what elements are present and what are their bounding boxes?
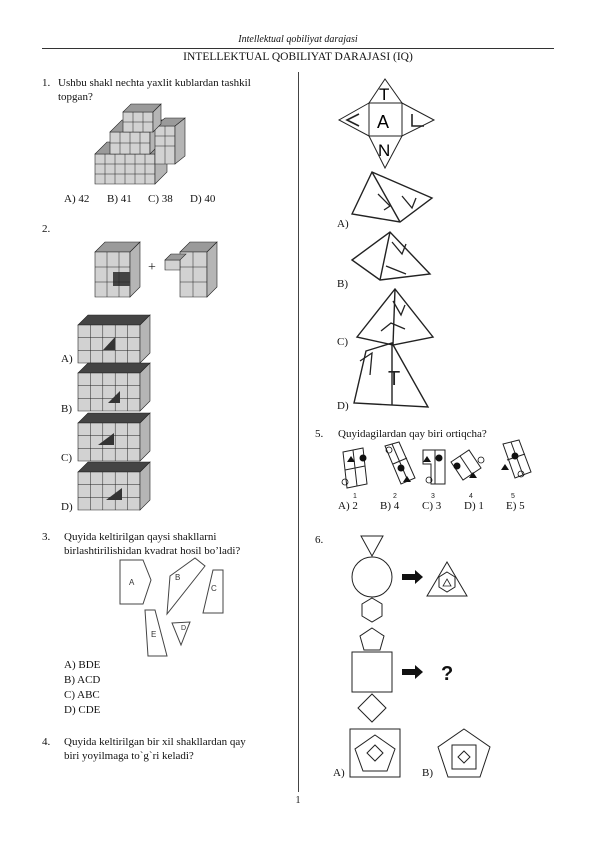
q3-option-a[interactable]: A) BDE xyxy=(64,659,101,671)
q3-shape-label-c: C xyxy=(211,584,217,593)
q4-option-a[interactable]: A) xyxy=(337,218,349,230)
q4-net-letter-n: N xyxy=(378,141,391,160)
q5-option-b[interactable]: B) 4 xyxy=(380,500,400,512)
q3-number: 3. xyxy=(42,531,51,543)
q3-option-c[interactable]: C) ABC xyxy=(64,689,100,701)
q6-option-b-figure xyxy=(436,727,496,779)
q3-option-b[interactable]: B) ACD xyxy=(64,674,101,686)
page-number: 1 xyxy=(295,795,301,806)
q4-option-d[interactable]: D) xyxy=(337,400,349,412)
q4-text-line2: biri yoyilmaga to`g`ri keladi? xyxy=(64,750,194,762)
q1-text-line2: topgan? xyxy=(58,91,93,103)
q5-figure-number-1: 1 xyxy=(353,493,357,500)
q5-text: Quyidagilardan qay biri ortiqcha? xyxy=(338,428,487,440)
q5-option-e[interactable]: E) 5 xyxy=(506,500,525,512)
q5-option-a[interactable]: A) 2 xyxy=(338,500,358,512)
q2-piece-right xyxy=(165,242,220,298)
q4-option-d-figure xyxy=(352,343,432,408)
q2-option-d-figure xyxy=(78,462,153,512)
q4-option-c-figure xyxy=(355,287,435,347)
q6-option-a[interactable]: A) xyxy=(333,767,345,779)
q1-number: 1. xyxy=(42,77,51,89)
q2-plus-sign: + xyxy=(148,260,156,275)
q3-shape-label-b: B xyxy=(175,573,181,582)
q1-cube-figure xyxy=(95,104,190,186)
q2-piece-left xyxy=(95,242,143,298)
q4-text-line1: Quyida keltirilgan bir xil shakllardan qay xyxy=(64,736,246,748)
q4-option-c[interactable]: C) xyxy=(337,336,348,348)
q3-shape-label-d: D xyxy=(181,625,187,632)
q4-net-letter-t: T xyxy=(379,85,390,104)
q6-number: 6. xyxy=(315,534,324,546)
header-rule xyxy=(42,48,554,49)
q5-figure-number-4: 4 xyxy=(469,493,473,500)
q5-option-d[interactable]: D) 1 xyxy=(464,500,484,512)
q1-text-line1: Ushbu shakl nechta yaxlit kublardan tashkil xyxy=(58,77,251,89)
q4-option-a-figure xyxy=(350,170,435,225)
q2-option-c[interactable]: C) xyxy=(61,452,72,464)
q2-option-a[interactable]: A) xyxy=(61,353,73,365)
q1-option-a[interactable]: A) 42 xyxy=(64,193,90,205)
q4-option-b[interactable]: B) xyxy=(337,278,348,290)
q6-option-a-figure xyxy=(348,727,408,779)
running-header: Intellektual qobiliyat darajasi xyxy=(238,34,358,45)
q1-option-c[interactable]: C) 38 xyxy=(148,193,173,205)
q6-question-mark: ? xyxy=(441,663,454,685)
q3-shape-label-a: A xyxy=(129,578,135,587)
q3-shape-label-e: E xyxy=(151,630,157,639)
q3-text-line1: Quyida keltirilgan qaysi shakllarni xyxy=(64,531,217,543)
q4-number: 4. xyxy=(42,736,51,748)
q6-figure xyxy=(345,534,505,724)
page-title: INTELLEKTUAL QOBILIYAT DARAJASI (IQ) xyxy=(183,51,413,63)
q2-option-d[interactable]: D) xyxy=(61,501,73,513)
q2-option-b[interactable]: B) xyxy=(61,403,72,415)
q5-figures xyxy=(335,440,535,500)
q3-option-d[interactable]: D) CDE xyxy=(64,704,101,716)
q2-option-a-figure xyxy=(78,315,153,365)
q3-text-line2: birlashtirilishidan kvadrat hosil bo’ladi? xyxy=(64,545,241,557)
q4-net-figure xyxy=(337,76,437,171)
q2-option-b-figure xyxy=(78,363,153,413)
q1-option-b[interactable]: B) 41 xyxy=(107,193,132,205)
q5-option-c[interactable]: C) 3 xyxy=(422,500,442,512)
q3-shapes-figure xyxy=(115,558,230,658)
q4-option-d-letter: T xyxy=(388,368,401,390)
q2-option-c-figure xyxy=(78,413,153,463)
q5-figure-number-2: 2 xyxy=(393,493,397,500)
q4-option-b-figure xyxy=(350,230,435,285)
q2-number: 2. xyxy=(42,223,51,235)
q1-option-d[interactable]: D) 40 xyxy=(190,193,216,205)
q5-number: 5. xyxy=(315,428,324,440)
q4-net-letter-a: A xyxy=(377,112,390,132)
q6-option-b[interactable]: B) xyxy=(422,767,433,779)
column-divider xyxy=(298,72,299,792)
q5-figure-number-5: 5 xyxy=(511,493,515,500)
q5-figure-number-3: 3 xyxy=(431,493,435,500)
